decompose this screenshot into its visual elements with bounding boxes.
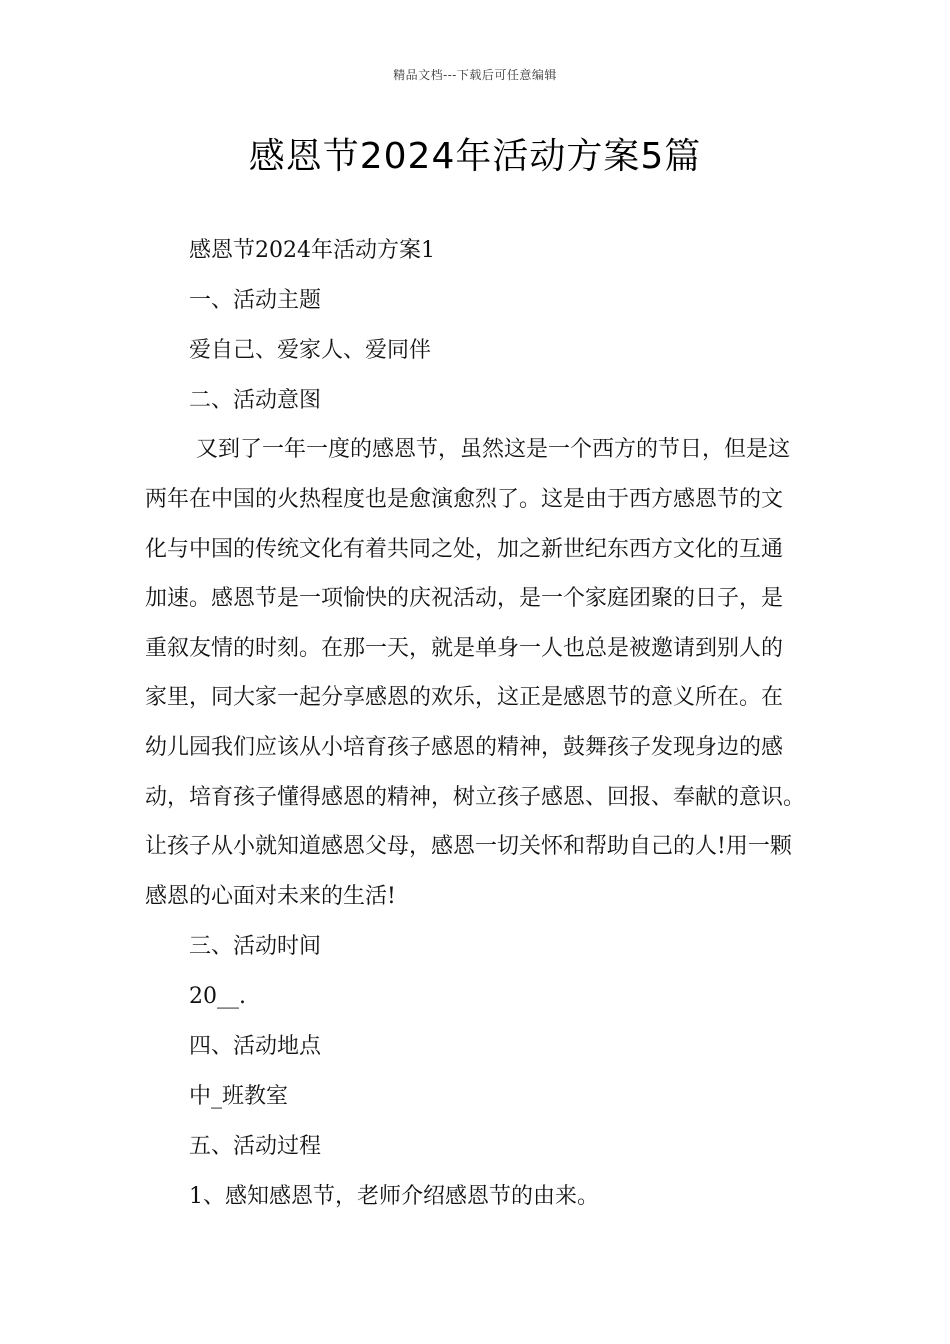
document-title: 感恩节2024年活动方案5篇 [248,136,702,177]
subheading: 一、活动主题 [189,288,322,313]
paragraph-line: 幼儿园我们应该从小培育孩子感恩的精神，鼓舞孩子发现身边的感 [145,735,784,760]
paragraph-line: 让孩子从小就知道感恩父母，感恩一切关怀和帮助自己的人!用一颗 [145,834,792,859]
subheading: 四、活动地点 [189,1034,322,1059]
paragraph-line: 1、感知感恩节，老师介绍感恩节的由来。 [189,1184,599,1209]
paragraph-line: 又到了一年一度的感恩节，虽然这是一个西方的节日，但是这 [189,437,790,462]
paragraph-line: 加速。感恩节是一项愉快的庆祝活动，是一个家庭团聚的日子，是 [145,586,784,611]
subheading: 二、活动意图 [189,388,322,413]
paragraph-line: 化与中国的传统文化有着共同之处，加之新世纪东西方文化的互通 [145,537,784,562]
paragraph-line: 两年在中国的火热程度也是愈演愈烈了。这是由于西方感恩节的文 [145,487,784,512]
paragraph-line: 动，培育孩子懂得感恩的精神，树立孩子感恩、回报、奉献的意识。 [145,785,806,810]
page-header: 精品文档---下载后可任意编辑 [393,68,557,82]
paragraph-line: 感恩的心面对未来的生活! [145,884,396,909]
paragraph-line: 爱自己、爱家人、爱同伴 [189,338,432,363]
paragraph-line: 20__. [189,984,246,1009]
subheading: 五、活动过程 [189,1134,322,1159]
paragraph-line: 中_班教室 [189,1084,289,1109]
paragraph-line: 家里，同大家一起分享感恩的欢乐，这正是感恩节的意义所在。在 [145,685,784,710]
section-heading: 感恩节2024年活动方案1 [189,238,435,263]
paragraph-line: 重叙友情的时刻。在那一天，就是单身一人也总是被邀请到别人的 [145,636,784,661]
subheading: 三、活动时间 [189,934,322,959]
